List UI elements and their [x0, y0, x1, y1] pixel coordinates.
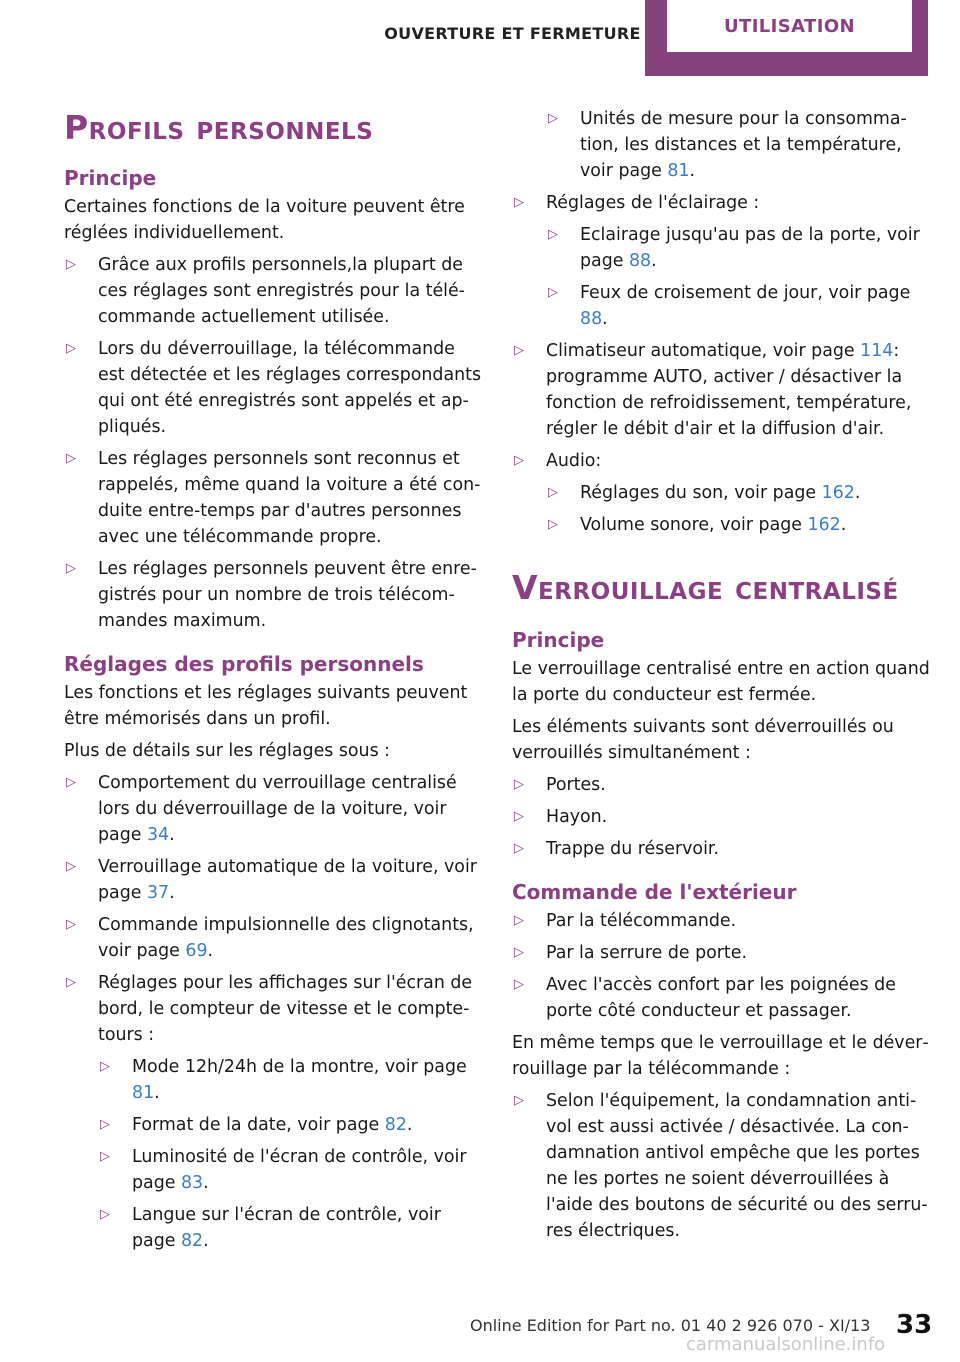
- list-item: ▷ Grâce aux profils personnels,la plupart de ces réglages sont enregistrés pour la télé‐commande actuellement utilisée.: [64, 252, 484, 330]
- header-section-title: OUVERTURE ET FERMETURE: [384, 24, 641, 43]
- page-link[interactable]: 69: [185, 941, 208, 961]
- list-item: ▷ Par la serrure de porte.: [512, 940, 932, 966]
- header-tab-box: [667, 0, 912, 52]
- list-item: ▷ Selon l'équipement, la condamnation anti‐vol est aussi activée / désactivée. La con‐damnation antivol empêche que les portes ne les portes ne soient déverrouillées à l'aide des boutons de sécurité ou des serru‐res électriques.: [512, 1088, 932, 1244]
- page-link[interactable]: 162: [821, 483, 855, 503]
- bullet-triangle-icon: ▷: [66, 775, 76, 790]
- sublist-item: ▷ Eclairage jusqu'au pas de la porte, voir page 88.: [546, 222, 932, 274]
- page-link[interactable]: 162: [807, 515, 841, 535]
- paragraph-telecommande: En même temps que le verrouillage et le déver‐rouillage par la télécommande :: [512, 1033, 929, 1079]
- list-item: ▷ Réglages de l'éclairage : ▷ Eclairage jusqu'au pas de la porte, voir page 88. ▷ Feux de croisement de jour, voir page 88.: [512, 190, 932, 332]
- list-item: ▷ Commande impulsionnelle des clignotants, voir page 69.: [64, 912, 484, 964]
- header-tab: [645, 0, 928, 76]
- sublist-item: ▷ Volume sonore, voir page 162.: [546, 512, 932, 538]
- list-item: ▷ Comportement du verrouillage centralisé lors du déverrouillage de la voiture, voir page 34.: [64, 770, 484, 848]
- sublist-item: ▷ Langue sur l'écran de contrôle, voir page 82.: [98, 1202, 484, 1254]
- bullet-triangle-icon: ▷: [514, 453, 524, 468]
- sublist-item: ▷ Format de la date, voir page 82.: [98, 1112, 484, 1138]
- list-item: ▷ Audio: ▷ Réglages du son, voir page 162. ▷ Volume sonore, voir page 162.: [512, 448, 932, 538]
- list-item: ▷ Climatiseur automatique, voir page 114: programme AUTO, activer / désactiver la fonction de refroidissement, température, régler le débit d'air et la diffusion d'air.: [512, 338, 932, 442]
- heading-reglages-profils: Réglages des profils personnels: [64, 652, 424, 676]
- bullet-triangle-icon: ▷: [66, 561, 76, 576]
- bullet-triangle-icon: ▷: [66, 257, 76, 272]
- heading-principe-verrouillage: Principe: [512, 628, 605, 652]
- bullet-triangle-icon: ▷: [66, 917, 76, 932]
- affichages-sublist: [98, 1054, 484, 1254]
- footer-edition: Online Edition for Part no. 01 40 2 926 070 - XI/13: [470, 1316, 871, 1335]
- bullet-triangle-icon: ▷: [66, 451, 76, 466]
- left-column: [64, 108, 484, 1254]
- list-item: ▷ Avec l'accès confort par les poignées de porte côté conducteur et passager.: [512, 972, 932, 1024]
- list-item: ▷ Portes.: [512, 772, 932, 798]
- heading-commande-exterieur: Commande de l'extérieur: [512, 880, 797, 904]
- elements-list: [512, 772, 932, 862]
- list-item: ▷ Trappe du réservoir.: [512, 836, 932, 862]
- page-link[interactable]: 82: [180, 1231, 204, 1251]
- list-item: [512, 106, 932, 184]
- list-item: ▷ Lors du déverrouillage, la télécommande est détectée et les réglages correspondants qui ont été enregistrés sont appelés et ap‐pliqués.: [64, 336, 484, 440]
- bullet-triangle-icon: ▷: [514, 777, 524, 792]
- condamnation-list: [512, 1088, 932, 1244]
- bullet-triangle-icon: ▷: [514, 195, 524, 210]
- exterieur-list: [512, 908, 932, 1024]
- list-item: ▷ Hayon.: [512, 804, 932, 830]
- bullet-triangle-icon: ▷: [548, 517, 558, 532]
- bullet-triangle-icon: ▷: [514, 977, 524, 992]
- bullet-triangle-icon: ▷: [548, 111, 558, 126]
- list-item: ▷ Les réglages personnels sont reconnus et rappelés, même quand la voiture a été con‐duite entre-temps par d'autres personnes avec une télécommande propre.: [64, 446, 484, 550]
- page-link[interactable]: 83: [180, 1173, 204, 1193]
- paragraph-reglages-intro: Les fonctions et les réglages suivants peuvent être mémorisés dans un profil.: [64, 683, 468, 729]
- list-item: ▷ Les réglages personnels peuvent être enre‐gistrés pour un nombre de trois télécom‐mandes maximum.: [64, 556, 484, 634]
- watermark: carmanualsonline.info: [686, 1334, 886, 1355]
- bullet-triangle-icon: ▷: [100, 1207, 110, 1222]
- bullet-triangle-icon: ▷: [100, 1117, 110, 1132]
- list-item: ▷ Par la télécommande.: [512, 908, 932, 934]
- bullet-triangle-icon: ▷: [514, 809, 524, 824]
- bullet-triangle-icon: ▷: [100, 1149, 110, 1164]
- profils-bullet-list: [64, 252, 484, 634]
- list-item: ▷ Verrouillage automatique de la voiture, voir page 37.: [64, 854, 484, 906]
- sublist-item: ▷ Réglages du son, voir page 162.: [546, 480, 932, 506]
- bullet-triangle-icon: ▷: [514, 1093, 524, 1108]
- bullet-triangle-icon: ▷: [514, 841, 524, 856]
- bullet-triangle-icon: ▷: [548, 485, 558, 500]
- heading-principe: Principe: [64, 166, 157, 190]
- page-link[interactable]: 34: [146, 825, 170, 845]
- page-link[interactable]: 114: [860, 341, 894, 361]
- reglages-list: [64, 770, 484, 1254]
- bullet-triangle-icon: ▷: [514, 343, 524, 358]
- bullet-triangle-icon: ▷: [514, 913, 524, 928]
- affichages-sublist-continued: [546, 106, 932, 184]
- sublist-item: ▷ Unités de mesure pour la consomma‐tion, les distances et la température, voir page 81.: [546, 106, 932, 184]
- reglages-list-continued: [512, 106, 932, 538]
- section-title-profils: Profils personnels: [64, 108, 374, 147]
- bullet-triangle-icon: ▷: [514, 945, 524, 960]
- page-link[interactable]: 81: [132, 1083, 155, 1103]
- bullet-triangle-icon: ▷: [66, 859, 76, 874]
- page-link[interactable]: 88: [580, 309, 603, 329]
- page-number: 33: [896, 1310, 933, 1340]
- page-link[interactable]: 82: [384, 1115, 407, 1135]
- page-link[interactable]: 88: [628, 251, 652, 271]
- eclairage-sublist: [546, 222, 932, 332]
- page-link[interactable]: 37: [146, 883, 170, 903]
- sublist-item: ▷ Feux de croisement de jour, voir page 88.: [546, 280, 932, 332]
- right-column: [512, 106, 932, 1244]
- header-tab-label: UTILISATION: [724, 15, 855, 37]
- sublist-item: ▷ Luminosité de l'écran de contrôle, voir page 83.: [98, 1144, 484, 1196]
- list-item: ▷ Réglages pour les affichages sur l'écran de bord, le compteur de vitesse et le compte-tours : ▷ Mode 12h/24h de la montre, voir page 81. ▷ Format de la date, voir page 82. ▷ Luminosité de l'écran de contrôle, voir page 83. ▷ Langue sur l'écran de contrôle, voir page 82.: [64, 970, 484, 1254]
- page-link[interactable]: 81: [667, 161, 690, 181]
- bullet-triangle-icon: ▷: [66, 975, 76, 990]
- paragraph-elements: Les éléments suivants sont déverrouillés ou verrouillés simultanément :: [512, 717, 894, 763]
- sublist-item: ▷ Mode 12h/24h de la montre, voir page 81.: [98, 1054, 484, 1106]
- bullet-triangle-icon: ▷: [100, 1059, 110, 1074]
- section-title-verrouillage: Verrouillage centralisé: [512, 568, 899, 607]
- paragraph-intro: Certaines fonctions de la voiture peuvent être réglées individuellement.: [64, 197, 465, 243]
- bullet-triangle-icon: ▷: [548, 285, 558, 300]
- bullet-triangle-icon: ▷: [548, 227, 558, 242]
- audio-sublist: [546, 480, 932, 538]
- bullet-triangle-icon: ▷: [66, 341, 76, 356]
- paragraph-details: Plus de détails sur les réglages sous :: [64, 741, 391, 761]
- paragraph-verrouillage-intro: Le verrouillage centralisé entre en action quand la porte du conducteur est fermée.: [512, 659, 930, 705]
